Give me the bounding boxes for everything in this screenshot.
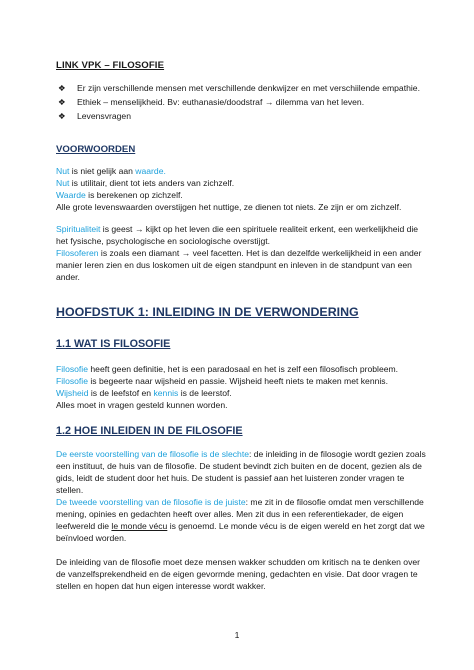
four-diamond-bullet-icon: ❖ — [58, 111, 66, 121]
paragraph: Spiritualiteit is geest → kijkt op het leven die een spirituele realiteit erkent, een werkelijkheid die het fysische, psychologische en sociologische overstijgt. Filosoferen is zoals een diamant → veel facetten. Het is dan dezelfde werkelijkheid in een ander manier leren zien en dus loskomen uit de eigen standpunt en inleven in de standpunt van een ander. — [56, 224, 422, 282]
term: Spiritualiteit — [56, 224, 101, 234]
term: De eerste voorstelling van de filosofie is de slechte — [56, 449, 249, 459]
list-item: ❖ Ethiek – menselijkheid. Bv: euthanasie/doodstraf → dilemma van het leven. — [58, 97, 365, 107]
section-heading-1-2: 1.2 HOE INLEIDEN IN DE FILOSOFIE — [56, 425, 243, 437]
term: Filosoferen — [56, 248, 99, 258]
link-section — [56, 60, 426, 124]
paragraph: Filosofie heeft geen definitie, het is een paradosaal en het is zelf een filosofisch probleem. Filosofie is begeerte naar wijsheid en passie. Wijsheid heeft niets te maken met kennis. Wijsheid is de leefstof en kennis is de leerstof. Alles moet in vragen gesteld kunnen worden. — [56, 364, 399, 410]
section-1-2 — [56, 425, 426, 592]
term: waarde. — [135, 166, 166, 176]
term: Filosofie — [56, 364, 88, 374]
voorwoorden-section — [56, 144, 426, 283]
chapter-heading: HOOFDSTUK 1: INLEIDING IN DE VERWONDERING — [56, 305, 359, 319]
four-diamond-bullet-icon: ❖ — [58, 97, 66, 107]
term: Wijsheid — [56, 388, 89, 398]
term: De tweede voorstelling van de filosofie is de juiste — [56, 497, 246, 507]
paragraph: De eerste voorstelling van de filosofie is de slechte: de inleiding in de filosogie wordt gezien zoals een instituut, de huis van de filosofie. De student bevindt zich buiten en de docent, gezien als de gids, leidt de student door het huis. De student is passief aan het luisteren zonder vragen te stellen. De tweede voorstelling van de filosofie is de juiste: me zit in de filosofie omdat men verschillende mening, opinies en gedachten heeft over alles. Men zit dus in een referentiekader, de eigen leefwereld die le monde vécu is genoemd. Le monde vécu is de eigen wereld en het zorgt dat we beïnvloed worden. — [56, 449, 426, 543]
underlined-term: le monde vécu — [111, 521, 168, 531]
section-heading-1-1: 1.1 WAT IS FILOSOFIE — [56, 338, 171, 350]
term: Nut — [56, 166, 70, 176]
term: Waarde — [56, 190, 86, 200]
section-1-1 — [56, 338, 426, 411]
section-heading-voorwoorden: VOORWOORDEN — [56, 144, 136, 155]
list-item: ❖ Levensvragen — [58, 111, 131, 121]
bullet-list — [56, 82, 426, 122]
four-diamond-bullet-icon: ❖ — [58, 83, 66, 93]
term: kennis — [153, 388, 179, 398]
term: Filosofie — [56, 376, 88, 386]
page-number: 1 — [234, 630, 240, 640]
section-heading-link: LINK VPK – FILOSOFIE — [56, 60, 165, 71]
term: Nut — [56, 178, 70, 188]
paragraph: Nut is niet gelijk aan waarde. Nut is utilitair, dient tot iets anders van zichzelf. Waarde is berekenen op zichzelf. Alle grote levenswaarden overstijgen het nuttige, ze dienen tot niets. Ze zijn er om zichzelf. — [56, 166, 402, 212]
list-item: ❖ Er zijn verschillende mensen met verschillende denkwijzer en met verschiilende empathie. — [58, 83, 420, 93]
chapter-heading-block — [56, 305, 426, 319]
paragraph: De inleiding van de filosofie moet deze mensen wakker schudden om kritisch na te denken over de vanzelfsprekendheid en de eigen gevormde mening, gedachten en visie. Dat door vragen te stellen en hopen dat hun eigen interesse wordt wakker. — [56, 557, 421, 591]
